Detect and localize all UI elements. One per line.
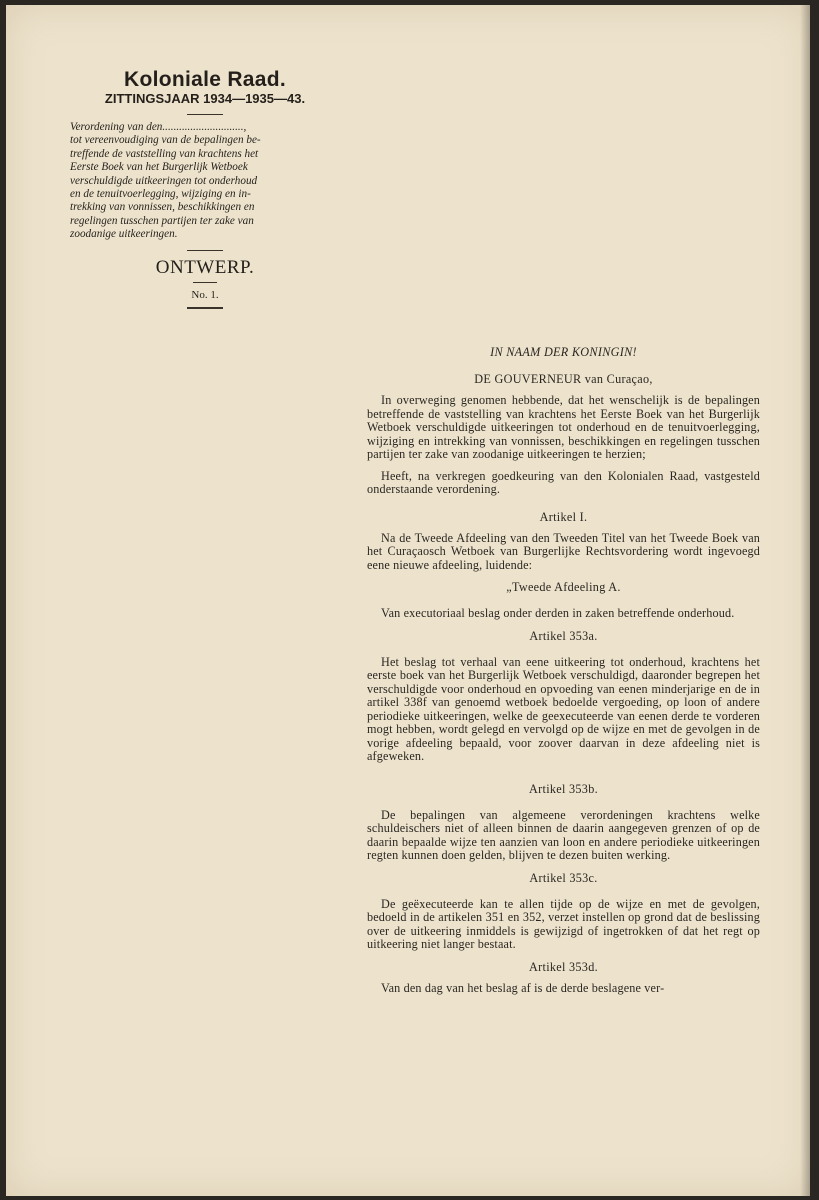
- intro-line: zoodanige uitkeeringen.: [70, 228, 178, 241]
- session-year: ZITTINGSJAAR 1934—1935—43.: [104, 91, 306, 106]
- preamble-paragraph: In overweging genomen hebbende, dat het wenschelijk is de bepalingen betreffende de vaststelling van krachtens het Eerste Boek van het Burgerlijk Wetboek verschuldigde uitkeeringen tot onderhoud en de tenuitvoerlegging, wijziging en intrekking van vonnissen, beschikkingen en regelingen tusschen partijen ter zake van zoodanige uitkeeringen te herzien;: [367, 393, 760, 461]
- article-paragraph: Van den dag van het beslag af is de derde beslagene ver-: [381, 980, 665, 995]
- article-paragraph: De bepalingen van algemeene verordeningen krachtens welke schuldeischers niet of alleen binnen de daarin aangegeven grenzen of op de daarin bepaalde wijze ten aanzien van loon en andere periodieke uitkeeringen regten kunnen doen gelden, blijven te dezen buiten werking.: [367, 807, 760, 862]
- article-heading: Artikel I.: [539, 509, 588, 524]
- article-paragraph: Na de Tweede Afdeeling van den Tweeden Titel van het Tweede Boek van het Curaçaosch Wetboek van Burgerlijke Rechtsvordering wordt ingevoegd eene nieuwe afdeeling, luidende:: [367, 530, 760, 572]
- divider: [187, 250, 223, 251]
- ordinance-body: [367, 345, 760, 995]
- intro-line: Eerste Boek van het Burgerlijk Wetboek: [70, 161, 248, 174]
- intro-line: Verordening van den.............................,: [70, 121, 247, 133]
- draft-number: No. 1.: [191, 288, 219, 301]
- enactment-paragraph: Heeft, na verkregen goedkeuring van den Kolonialen Raad, vastgesteld onderstaande verordening.: [367, 468, 760, 496]
- article-heading: Artikel 353a.: [529, 628, 598, 643]
- left-column: [70, 69, 340, 309]
- intro-line: verschuldigde uitkeeringen tot onderhoud: [70, 174, 258, 187]
- intro-line: tot vereenvoudiging van de bepalingen be-: [70, 134, 261, 147]
- document-page: [6, 5, 810, 1196]
- intro-line: trekking van vonnissen, beschikkingen en: [70, 201, 255, 214]
- article-paragraph: Het beslag tot verhaal van eene uitkeering tot onderhoud, krachtens het eerste boek van het Burgerlijk Wetboek verschuldigd, daaronder begrepen het verschuldigde voor onderhoud en opvoeding van eenen minderjarige en de in artikel 338f van genoemd wetboek bedoelde vergoeding, op loon of andere periodieke uitkeeringen, welke de geexecuteerde van eenen derde te vorderen mogt hebben, wordt gelegd en vervolgd op de wijze en met de gevolgen in de vorige afdeeling bepaald, voor zoover daarvan in deze afdeeling niet is afgeweken.: [367, 654, 760, 763]
- divider: [187, 307, 223, 309]
- section-subtitle: Van executoriaal beslag onder derden in zaken betreffende onderhoud.: [381, 606, 735, 620]
- intro-line: treffende de vaststelling van krachtens het: [70, 147, 259, 160]
- intro-line: regelingen tusschen partijen ter zake van: [70, 214, 254, 227]
- divider: [187, 114, 223, 115]
- ordinance-intro: [70, 121, 340, 242]
- invocation: IN NAAM DER KONINGIN!: [490, 345, 637, 359]
- article-heading: Artikel 353b.: [529, 781, 598, 796]
- governor-line: DE GOUVERNEUR van Curaçao,: [474, 372, 653, 386]
- article-paragraph: De geëxecuteerde kan te allen tijde op de wijze en met de gevolgen, bedoeld in de artikelen 351 en 352, verzet instellen op grond dat de beslissing over de uitkeering inmiddels is gewijzigd of ingetrokken of dat het regt op uitkeering niet langer bestaat.: [367, 896, 760, 951]
- draft-heading: ONTWERP.: [155, 256, 255, 278]
- divider: [193, 282, 217, 283]
- article-heading: Artikel 353d.: [529, 959, 598, 974]
- article-heading: Artikel 353c.: [529, 870, 598, 885]
- section-heading: „Tweede Afdeeling A.: [506, 580, 621, 594]
- document-title: Koloniale Raad.: [123, 68, 287, 91]
- intro-line: en de tenuitvoerlegging, wijziging en in-: [70, 188, 251, 201]
